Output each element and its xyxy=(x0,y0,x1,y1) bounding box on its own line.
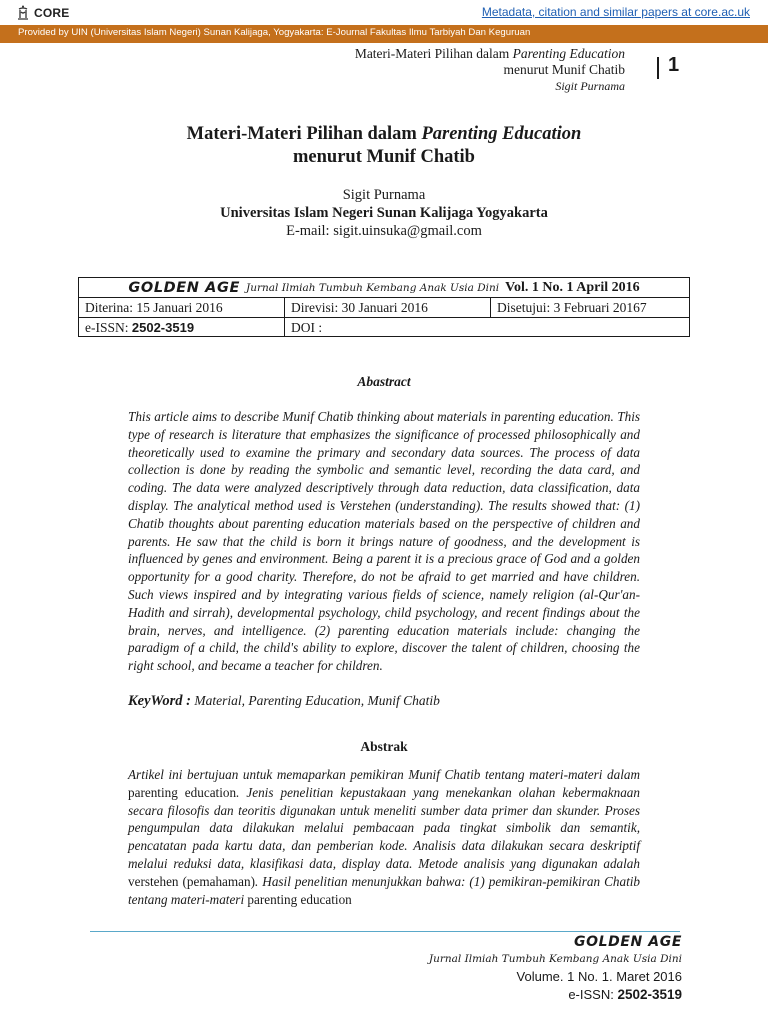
core-logo[interactable] xyxy=(16,4,69,22)
author-name: Sigit Purnama xyxy=(342,187,426,203)
journal-brand: GOLDEN AGE xyxy=(128,279,241,296)
page-number: 1 xyxy=(668,54,680,76)
journal-subtitle: Jurnal Ilmiah Tumbuh Kembang Anak Usia Dini xyxy=(246,281,500,294)
abstract-text-id xyxy=(128,766,640,908)
page-number-separator xyxy=(657,57,659,79)
abstract-text-en: This article aims to describe Munif Chatib thinking about materials in parenting education. This type of research is literature that emphasizes the significance of processed philosophically and theoretically used to examine the primary and secondary data sources. The process of data collection is done by reading the symbolic and semantic level, recording the data card, and coding. The data were analyzed descriptively through data reduction, data classification, data display. The analytical method used is Verstehen (understanding). The results showed that: (1) Chatib thoughts about parenting education materials based on the perspective of children and parents. He saw that the child is born it brings nature of goodness, and the development is influenced by genes and environment. Being a parent it is a precious grace of God and a golden opportunity for a good charity. Therefore, do not be afraid to get married and have children. Such views inspired and by integrating various fields of science, namely religion (al-Qur'an-Hadith and sirrah), developmental psychology, child psychology, and recent findings about the brain, nerves, and intelligence. (2) parenting education materials include: changing the paradigm of a child, the child's ability to explore, discover the talent of children, choosing the right school, and became a teacher for children. xyxy=(128,409,640,674)
paper-title-line1 xyxy=(84,123,684,146)
keywords-value: Material, Parenting Education, Munif Chatib xyxy=(190,693,440,708)
eissn-cell xyxy=(79,318,285,337)
core-banner xyxy=(0,0,768,26)
journal-info-header xyxy=(79,278,689,298)
journal-volume: Vol. 1 No. 1 April 2016 xyxy=(505,279,640,295)
abstract-id-part-e: . Hasil penelitian menunjukkan bahwa: (1) pemikiran-pemikiran Chatib tentang materi-materi xyxy=(128,873,640,907)
footer-eissn xyxy=(322,987,682,1002)
core-logo-icon xyxy=(16,5,30,21)
paper-title-line2: menurut Munif Chatib xyxy=(293,147,475,167)
received-date: Diterina: 15 Januari 2016 xyxy=(79,298,285,317)
abstract-id-part-c: . Jenis penelitian kepustakaan yang menekankan olahan kebermaknaan secara filosofis dan teoritis digunakan untuk meneliti sumber data primer dan skunder. Proses pengumpulan data dilakukan melalui pembacaan pada tingkat simbolik dan semantik, pencatatan pada kartu data, dan pemberian kode. Analisis data dilakukan secara deskriptif melalui reduksi data, klasifikasi data, display data. Metode analisis yang digunakan adalah xyxy=(128,784,640,871)
provided-by-text: Provided by UIN (Universitas Islam Negeri) Sunan Kalijaga, Yogyakarta: E-Journal Fakultas Ilmu Tarbiyah Dan Keguruan xyxy=(18,27,531,38)
running-header-author: Sigit Purnama xyxy=(555,79,625,93)
accepted-date: Disetujui: 3 Februari 20167 xyxy=(497,300,647,315)
footer-rule xyxy=(90,931,680,932)
journal-dates-row xyxy=(79,298,689,318)
abstract-id-term-verstehen: verstehen (pemahaman) xyxy=(128,873,256,889)
author-affiliation: Universitas Islam Negeri Sunan Kalijaga Yogyakarta xyxy=(220,205,548,221)
journal-info-box xyxy=(78,277,690,337)
core-metadata-link[interactable]: Metadata, citation and similar papers at core.ac.uk xyxy=(481,5,750,19)
running-header-title-italic: Parenting Education xyxy=(512,46,625,61)
footer-subtitle: Jurnal Ilmiah Tumbuh Kembang Anak Usia Dini xyxy=(428,953,682,965)
paper-title-italic: Parenting Education xyxy=(421,124,582,144)
author-email: E-mail: sigit.uinsuka@gmail.com xyxy=(286,223,482,239)
eissn-label: e-ISSN: xyxy=(85,320,132,335)
revised-date: Direvisi: 30 Januari 2016 xyxy=(285,298,491,317)
abstract-id-term-parenting: parenting education xyxy=(128,784,237,800)
keywords xyxy=(128,693,640,710)
abstract-id-term-parenting-2: parenting education xyxy=(247,891,352,907)
journal-ids-row xyxy=(79,318,689,338)
author-block xyxy=(84,186,684,240)
running-header-title xyxy=(205,46,625,62)
core-logo-text: CORE xyxy=(34,6,70,20)
footer-eissn-label: e-ISSN: xyxy=(568,987,618,1002)
abstract-heading-id: Abstrak xyxy=(360,739,408,754)
footer-volume: Volume. 1 No. 1. Maret 2016 xyxy=(516,969,682,984)
footer-eissn-value: 2502-3519 xyxy=(617,987,682,1002)
eissn-value: 2502-3519 xyxy=(131,320,195,335)
doi-cell: DOI : xyxy=(291,320,323,335)
running-header-title-line2: menurut Munif Chatib xyxy=(503,62,625,77)
abstract-id-part-a: Artikel ini bertujuan untuk memaparkan pemikiran Munif Chatib tentang materi-materi dalam xyxy=(128,767,640,782)
keywords-label: KeyWord : xyxy=(128,693,191,709)
footer-brand: GOLDEN AGE xyxy=(574,934,682,950)
running-header xyxy=(205,46,625,94)
running-header-title-plain: Materi-Materi Pilihan dalam xyxy=(354,46,513,61)
abstract-heading-en: Abastract xyxy=(357,374,411,389)
paper-title xyxy=(84,123,684,169)
paper-title-plain: Materi-Materi Pilihan dalam xyxy=(186,124,422,144)
provided-by-bar xyxy=(0,25,768,43)
